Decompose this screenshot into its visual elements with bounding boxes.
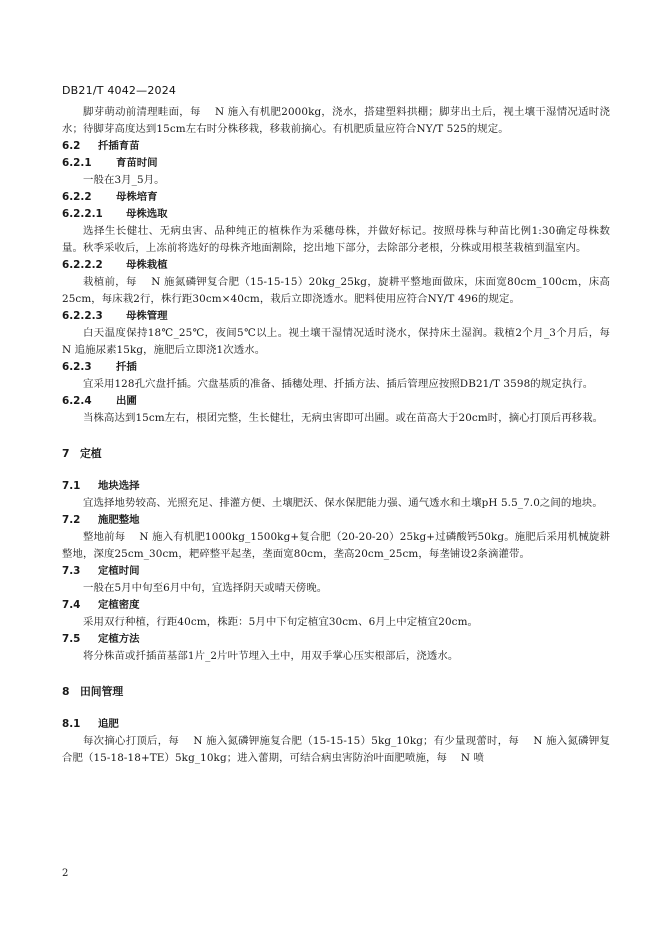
section-heading: [62, 393, 610, 410]
section-number: 6.2.2.1: [62, 208, 103, 220]
document-body: [62, 104, 624, 767]
section-title: 定植方法: [98, 633, 140, 645]
section-number: 8: [62, 685, 70, 698]
section-number: 7.4: [62, 599, 81, 611]
section-number: 6.2.2: [62, 191, 92, 203]
section-number: 7.3: [62, 565, 81, 577]
chapter-spacing: [62, 665, 610, 683]
paragraph: 整地前每 N 施入有机肥1000kg_1500kg+复合肥（20-20-20）25kg+过磷酸钙50kg。施肥后采用机械旋耕整地，深度25cm_30cm，耙碎整平起垄，垄面宽80cm，垄高20cm_25cm，每垄铺设2条滴灌带。: [62, 531, 610, 560]
section-number: 6.2: [62, 140, 81, 152]
section-heading: [62, 189, 610, 206]
section-title: 定植: [80, 447, 102, 460]
section-title: 母株选取: [126, 208, 168, 220]
paragraph: 当株高达到15cm左右，根团完整，生长健壮，无病虫害即可出圃。或在苗高大于20cm时，摘心打顶后再移栽。: [83, 412, 604, 424]
section-title: 定植时间: [98, 565, 140, 577]
section-heading: [62, 359, 610, 376]
section-title: 施肥整地: [98, 514, 140, 526]
chapter-spacing: [62, 700, 610, 716]
section-title: 出圃: [116, 395, 137, 407]
section-number: 6.2.2.2: [62, 259, 103, 271]
chapter-heading: [62, 445, 610, 462]
paragraph: 将分株苗或扦插苗基部1片_2片叶节埋入土中，用双手掌心压实根部后，浇透水。: [83, 650, 459, 662]
section-number: 6.2.1: [62, 157, 92, 169]
section-number: 7: [62, 447, 70, 460]
section-heading: [62, 155, 610, 172]
paragraph: 宜选择地势较高、光照充足、排灌方便、土壤肥沃、保水保肥能力强、通气透水和土壤pH 5.5_7.0之间的地块。: [83, 497, 603, 509]
section-number: 6.2.3: [62, 361, 92, 373]
section-number: 8.1: [62, 718, 81, 730]
section-title: 扦插: [116, 361, 137, 373]
section-heading: [62, 716, 610, 733]
section-number: 6.2.2.3: [62, 310, 103, 322]
paragraph: 宜采用128孔穴盘扦插。穴盘基质的准备、插穗处理、扦插方法、插后管理应按照DB21/T 3598的规定执行。: [83, 378, 594, 390]
paragraph: 白天温度保持18℃_25℃，夜间5℃以上。视土壤干湿情况适时浇水，保持床土湿润。栽植2个月_3个月后，每 N 追施尿素15kg，施肥后立即浇1次透水。: [62, 327, 624, 356]
document-code-header: DB21/T 4042—2024: [62, 84, 177, 97]
section-number: 7.5: [62, 633, 81, 645]
section-heading: [62, 206, 610, 223]
chapter-heading: [62, 683, 610, 700]
paragraph: 采用双行种植，行距40cm，株距：5月中下旬定植宜30cm、6月上中定植宜20cm。: [83, 616, 479, 628]
section-number: 6.2.4: [62, 395, 92, 407]
section-heading: [62, 257, 610, 274]
paragraph: 栽植前，每 N 施氮磷钾复合肥（15-15-15）20kg_25kg，旋耕平整地面做床，床面宽80cm_100cm，床高25cm，每床栽2行，株行距30cm×40cm，栽后立即浇透水。肥料使用应符合NY/T 496的规定。: [62, 276, 610, 305]
section-heading: [62, 308, 610, 325]
section-heading: [62, 138, 610, 155]
paragraph: 一般在5月中旬至6月中旬，宜选择阴天或晴天傍晚。: [83, 582, 328, 594]
section-title: 追肥: [98, 718, 119, 730]
section-heading: [62, 563, 610, 580]
section-title: 母株管理: [126, 310, 168, 322]
section-heading: [62, 478, 610, 495]
section-number: 7.2: [62, 514, 81, 526]
page-number: 2: [62, 868, 69, 879]
section-title: 育苗时间: [116, 157, 158, 169]
section-heading: [62, 512, 610, 529]
section-title: 地块选择: [98, 480, 140, 492]
paragraph: 一般在3月_5月。: [83, 174, 165, 186]
section-title: 母株栽植: [126, 259, 168, 271]
paragraph: 选择生长健壮、无病虫害、品种纯正的植株作为采穗母株，并做好标记。按照母株与种苗比例1:30确定母株数量。秋季采收后，上冻前将选好的母株齐地面割除，挖出地下部分，去除部分老根，分株或用根茎栽植到温室内。: [62, 225, 610, 254]
chapter-spacing: [62, 462, 610, 478]
section-title: 扦插育苗: [98, 140, 140, 152]
section-title: 田间管理: [80, 685, 124, 698]
section-heading: [62, 631, 610, 648]
chapter-spacing: [62, 427, 610, 445]
section-title: 定植密度: [98, 599, 140, 611]
paragraph: 脚芽萌动前清理畦面，每 N 施入有机肥2000kg，浇水，搭建塑料拱棚；脚芽出土后，视土壤干湿情况适时浇水；待脚芽高度达到15cm左右时分株移栽，移栽前摘心。有机肥质量应符合NY/T 525的规定。: [62, 106, 610, 135]
section-title: 母株培育: [116, 191, 158, 203]
paragraph: 每次摘心打顶后，每 N 施入氮磷钾施复合肥（15-15-15）5kg_10kg；有少量现蕾时，每 N 施入氮磷钾复合肥（15-18-18+TE）5kg_10kg；进入蕾期，可结合病虫害防治叶面肥喷施，每 N 喷: [62, 735, 610, 764]
section-number: 7.1: [62, 480, 81, 492]
section-heading: [62, 597, 610, 614]
